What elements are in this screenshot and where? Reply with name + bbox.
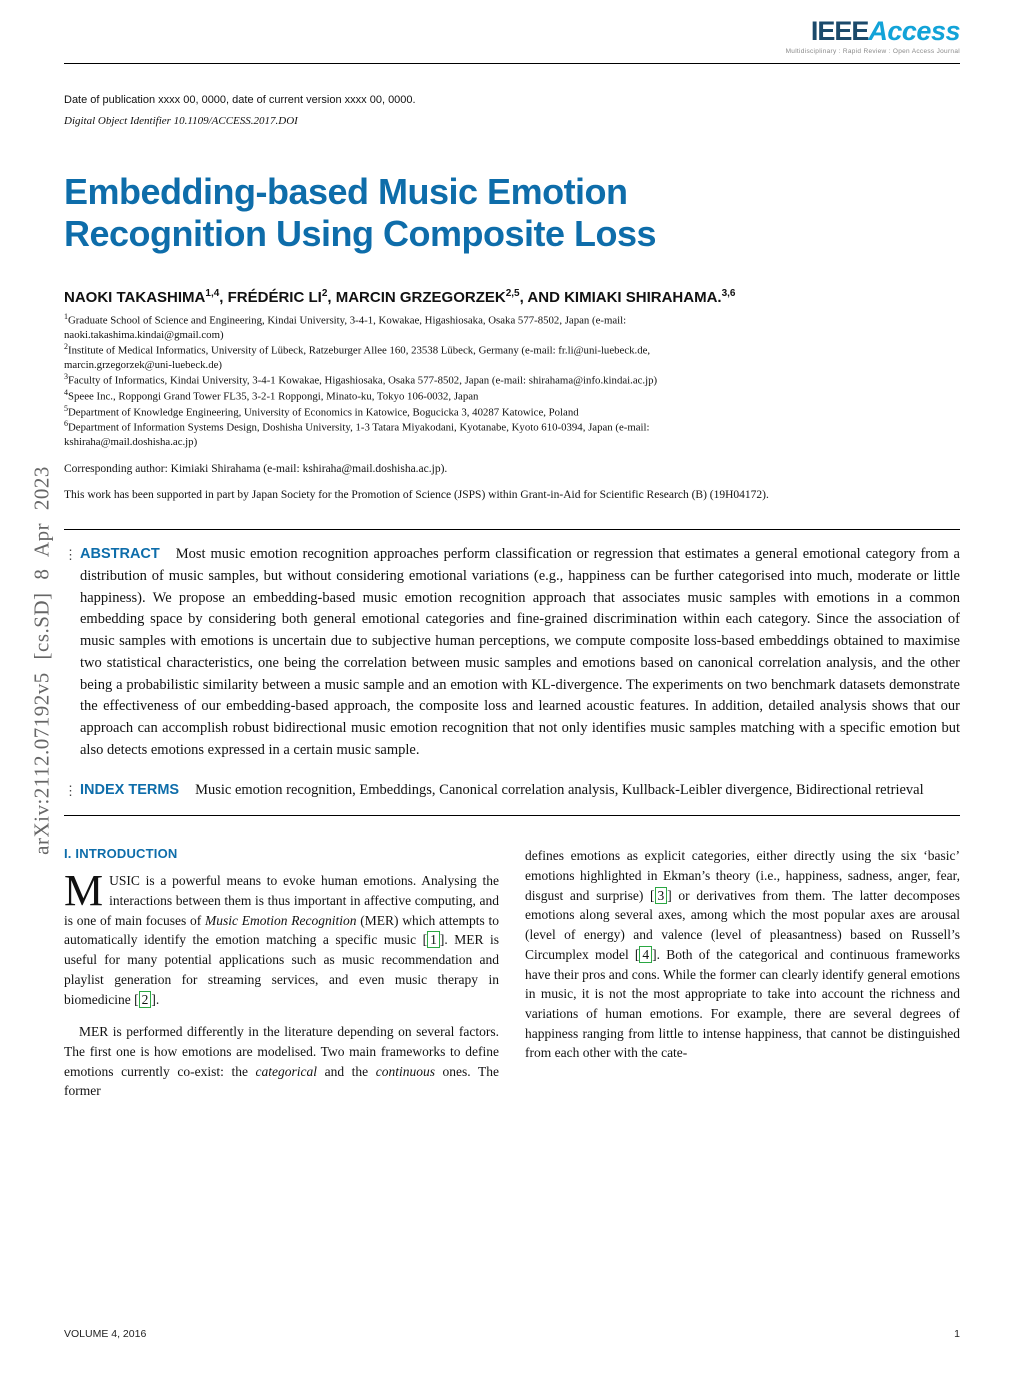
affiliation-sup: 2: [64, 341, 68, 351]
doi-line: Digital Object Identifier 10.1109/ACCESS.2017.DOI: [64, 115, 298, 127]
affiliation-text: Institute of Medical Informatics, University of Lübeck, Ratzeburger Allee 160, 23538 Lübeck, Germany (e-mail: fr.li@uni-luebeck.de, marcin.grzegorzek@uni-luebeck.de): [64, 344, 651, 371]
affiliation-text: Faculty of Informatics, Kindai University, 3-4-1 Kowakae, Higashiosaka, Osaka 577-8502, Japan (e-mail: shirahama@info.kindai.ac.jp): [68, 374, 658, 387]
intro-paragraph-3: [525, 846, 960, 1063]
body-text: MER is performed differently in the literature depending on several factors. The first one is how emotions are modelised. Two main frameworks to define emotions currently co-exist: the: [64, 1024, 499, 1079]
cite-number: 1: [427, 931, 440, 948]
affiliation-sup: 3: [64, 371, 68, 381]
cite-bracket: [: [634, 946, 640, 962]
abstract-text: Most music emotion recognition approaches perform classification or regression that estimates a general emotional category from a distribution of music samples, but without considering emotional variations (e.g., happiness can be further categorised into much, moderate or little happiness). We propose an embedding-based music emotion recognition approach that associates music samples with emotions in a common embedding space by considering both general emotional categories and fine-grained discrimination within each category. Since the association of music samples with emotions is uncertain due to subjective human perceptions, we compute composite loss-based embeddings obtained to maximise two statistical characteristics, one being the correlation between music samples and emotions based on canonical correlation analysis, and the other being a probabilistic similarity between a music sample and an emotion with KL-divergence. The experiments on two benchmark datasets demonstrate the effectiveness of our embedding-based approach, the composite loss and learned acoustic features. In addition, detailed analysis shows that our approach can accomplish robust bidirectional music emotion recognition that not only identifies music samples matching with a specific emotion but also detects emotions expressed in a certain music sample.: [80, 546, 960, 758]
abstract-bottom-rule: [64, 815, 960, 816]
author-name: NAOKI TAKASHIMA: [64, 288, 206, 306]
abstract-top-rule: [64, 529, 960, 530]
affiliation-sup: 4: [64, 387, 68, 397]
page-header: [64, 0, 960, 55]
affiliation-sup: 1: [64, 311, 68, 321]
ieee-access-logo: [786, 16, 960, 55]
affiliation-text: Graduate School of Science and Engineering, Kindai University, 3-4-1, Kowakae, Higashiosaka, Osaka 577-8502, Japan (e-mail: naoki.takashima.kindai@gmail.com): [64, 314, 627, 341]
paper-title: Embedding-based Music Emotion Recognition Using Composite Loss: [64, 171, 657, 254]
author-affil-sup: 1,4: [205, 287, 220, 299]
section-heading-introduction: I. INTRODUCTION: [64, 846, 178, 862]
logo-wordmark: [786, 16, 960, 47]
author: [336, 289, 564, 306]
body-text: ones. The former: [64, 1063, 499, 1099]
citation-ref-1[interactable]: [423, 931, 445, 948]
body-text: and the: [317, 1063, 376, 1079]
publication-date-line: Date of publication xxxx 00, 0000, date of current version xxxx 00, 0000.: [64, 94, 416, 106]
citation-ref-4[interactable]: [635, 946, 657, 963]
publication-info: [64, 94, 960, 127]
author-name: KIMIAKI SHIRAHAMA.: [564, 288, 722, 306]
author: [228, 289, 336, 306]
ieee-logo-text: IEEE: [810, 16, 869, 46]
header-divider: [64, 63, 960, 64]
author: [564, 289, 735, 306]
affiliations-list: [64, 312, 709, 450]
authors-line: [64, 287, 744, 308]
cite-bracket: ]: [151, 991, 156, 1007]
author-affil-sup: 2: [321, 287, 328, 299]
affiliation-text: Department of Information Systems Design, Doshisha University, 1-3 Tatara Miyakodani, Kyotanabe, Kyoto 610-0394, Japan (e-mail: kshiraha@mail.doshisha.ac.jp): [64, 422, 650, 449]
emphasis-text: continuous: [375, 1063, 435, 1079]
abstract-paragraph: [64, 544, 960, 762]
arxiv-stamp: arXiv:2112.07192v5 [cs.SD] 8 Apr 2023: [29, 466, 54, 855]
author-name: FRÉDÉRIC LI: [227, 288, 322, 306]
cite-bracket: [: [422, 932, 428, 948]
author-separator: ,: [327, 288, 336, 306]
page-footer: [64, 1328, 960, 1340]
affiliation-item: [64, 372, 709, 388]
affiliation-item: [64, 419, 709, 449]
author-separator: , AND: [519, 288, 565, 306]
affiliation-item: [64, 388, 709, 404]
author-affil-sup: 2,5: [505, 287, 520, 299]
affiliation-sup: 6: [64, 419, 68, 429]
emphasis-text: categorical: [255, 1063, 317, 1079]
body-text: defines emotions as explicit categories, either directly using the six ‘basic’ emotions highlighted in Ekman’s theory (i.e., happiness, sadness, anger, fear, disgust and surprise): [525, 848, 960, 903]
affiliation-item: [64, 342, 709, 372]
intro-paragraph-2: [64, 1022, 499, 1101]
drop-cap: M: [64, 866, 104, 916]
footer-volume: VOLUME 4, 2016: [64, 1328, 147, 1340]
logo-tagline: Multidisciplinary : Rapid Review : Open Access Journal: [785, 48, 960, 55]
abstract-label: ABSTRACT: [80, 546, 160, 563]
cite-bracket: ]: [667, 887, 672, 903]
right-column: [525, 846, 960, 1114]
body-text: . MER is useful for many potential applications such as music recommendation and playlist generation for streaming services, and even music therapy in biomedicine: [64, 932, 499, 1007]
footer-page-number: 1: [954, 1328, 960, 1340]
affiliation-item: [64, 404, 709, 420]
affiliation-item: [64, 312, 709, 342]
cite-bracket: [: [650, 887, 655, 903]
body-text: or derivatives from them. The latter decomposes emotions along several axes, among which the most popular axes are arousal (level of energy) and valence (level of pleasantness) based on Russell’s Circumplex model: [525, 887, 960, 962]
body-text: (MER) which attempts to automatically identify the emotion matching a specific music: [64, 912, 499, 948]
vertical-dots-icon: ⋮: [64, 782, 77, 798]
author-affil-sup: 3,6: [721, 287, 736, 299]
cite-bracket: [: [134, 991, 139, 1007]
index-terms-paragraph: [64, 780, 960, 802]
body-text: .: [155, 991, 160, 1007]
cite-bracket: ]: [652, 946, 657, 962]
affiliation-sup: 5: [64, 403, 68, 413]
vertical-dots-icon: ⋮: [64, 547, 77, 563]
cite-bracket: ]: [439, 932, 445, 948]
affiliation-text: Department of Knowledge Engineering, University of Economics in Katowice, Bogucicka 3, 40287 Katowice, Poland: [68, 406, 579, 419]
access-logo-text: Access: [868, 16, 960, 46]
body-text: USIC is a powerful means to evoke human emotions. Analysing the interactions between them is thus important in affective computing, and is one of main focuses of: [64, 873, 499, 928]
index-terms-label: INDEX TERMS: [80, 781, 180, 798]
author-name: MARCIN GRZEGORZEK: [335, 288, 506, 306]
cite-number: 3: [655, 887, 668, 904]
funding-note: This work has been supported in part by Japan Society for the Promotion of Science (JSPS) within Grant-in-Aid for Scientific Research (B) (19H04172).: [64, 488, 769, 501]
author-separator: ,: [219, 288, 228, 306]
citation-ref-3[interactable]: [650, 887, 672, 904]
cite-number: 4: [639, 946, 652, 963]
citation-ref-2[interactable]: [134, 991, 156, 1008]
cite-number: 2: [139, 991, 152, 1008]
index-terms-text: Music emotion recognition, Embeddings, Canonical correlation analysis, Kullback-Leibler divergence, Bidirectional retrieval: [195, 781, 924, 798]
left-column: [64, 846, 499, 1114]
body-columns: [64, 846, 960, 1114]
abstract-block: [64, 529, 960, 816]
emphasis-text: Music Emotion Recognition: [205, 912, 357, 928]
body-text: . Both of the categorical and continuous frameworks have their pros and cons. While the former can clearly identify general emotions in music, it is not the most appropriate to take into account the richness and variations of human emotions. For example, there are several degrees of happiness ranging from little to intense happiness, that cannot be distinguished from each other with the cate-: [525, 946, 960, 1061]
intro-paragraph-1: [64, 866, 499, 1009]
affiliation-text: Speee Inc., Roppongi Grand Tower FL35, 3-2-1 Roppongi, Minato-ku, Tokyo 106-0032, Japan: [68, 390, 479, 403]
corresponding-author-note: Corresponding author: Kimiaki Shirahama (e-mail: kshiraha@mail.doshisha.ac.jp).: [64, 462, 448, 475]
author: [64, 289, 228, 306]
